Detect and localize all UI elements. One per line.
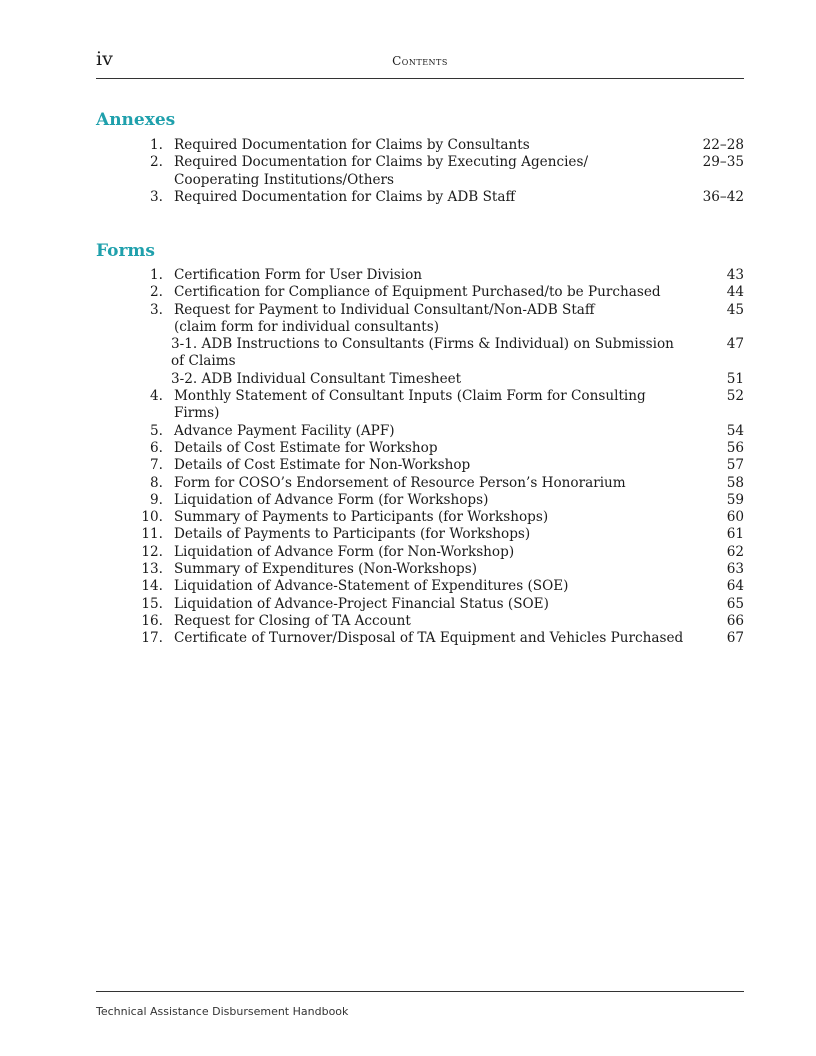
toc-entry-title: Liquidation of Advance-Project Financial Status (SOE) xyxy=(174,595,549,612)
toc-entry-number: 9. xyxy=(150,491,163,508)
toc-entry-number: 1. xyxy=(150,137,163,153)
toc-entry-pages xyxy=(686,319,744,336)
page-number: iv xyxy=(96,48,113,70)
forms-list xyxy=(96,267,744,648)
toc-entry-pages: 22–28 xyxy=(702,137,744,153)
toc-entry-pages: 56 xyxy=(726,439,744,456)
annexes-list xyxy=(96,137,744,206)
toc-entry-pages: 57 xyxy=(726,457,744,474)
toc-entry-title: Liquidation of Advance Form (for Workshops) xyxy=(174,491,489,508)
toc-entry xyxy=(96,284,744,301)
toc-entry xyxy=(96,544,744,561)
toc-entry xyxy=(96,440,744,457)
toc-entry-number: 3. xyxy=(150,301,163,318)
toc-entry-pages: 58 xyxy=(726,474,744,491)
toc-entry-title: (claim form for individual consultants) xyxy=(174,318,439,335)
toc-entry-title: Monthly Statement of Consultant Inputs (Claim Form for Consulting Firms) xyxy=(174,388,646,422)
toc-entry xyxy=(96,302,744,319)
toc-entry-title: Required Documentation for Claims by ADB Staff xyxy=(174,188,516,205)
toc-entry-pages: 47 xyxy=(726,336,744,353)
toc-entry-title: Cooperating Institutions/Others xyxy=(174,171,395,188)
toc-entry-pages: 66 xyxy=(726,612,744,629)
toc-entry-number: 16. xyxy=(141,612,163,629)
toc-entry-pages: 59 xyxy=(726,491,744,508)
toc-entry-title: Request for Payment to Individual Consultant/Non-ADB Staff xyxy=(174,301,595,318)
annexes-heading: Annexes xyxy=(96,110,176,130)
toc-entry xyxy=(96,154,744,171)
toc-entry-number: 3. xyxy=(150,188,163,205)
toc-entry-number xyxy=(96,319,174,336)
toc-entry xyxy=(96,475,744,492)
toc-entry xyxy=(96,336,744,371)
toc-entry xyxy=(96,578,744,595)
toc-entry-number: 12. xyxy=(141,543,163,560)
toc-entry xyxy=(96,423,744,440)
toc-entry xyxy=(96,137,744,154)
toc-entry-pages: 43 xyxy=(726,267,744,283)
toc-entry-pages: 29–35 xyxy=(702,154,744,171)
toc-entry xyxy=(96,267,744,284)
toc-entry-number xyxy=(96,336,171,371)
toc-entry xyxy=(96,371,744,388)
toc-entry-title: Form for COSO’s Endorsement of Resource Person’s Honorarium xyxy=(174,474,626,491)
toc-entry-number: 5. xyxy=(150,422,163,439)
toc-entry-pages: 64 xyxy=(726,578,744,595)
toc-entry-number: 4. xyxy=(150,388,163,405)
toc-entry-number: 11. xyxy=(141,526,163,543)
toc-entry xyxy=(96,492,744,509)
running-head: Contents xyxy=(392,54,448,68)
toc-entry-pages: 54 xyxy=(726,422,744,439)
toc-entry xyxy=(96,172,744,189)
toc-entry-title: Certification Form for User Division xyxy=(174,267,423,283)
toc-entry xyxy=(96,319,744,336)
toc-entry-title: Required Documentation for Claims by Consultants xyxy=(174,137,530,153)
toc-entry-number: 15. xyxy=(141,595,163,612)
toc-entry-number: 6. xyxy=(150,439,163,456)
toc-entry-title: Request for Closing of TA Account xyxy=(174,612,411,629)
toc-entry-pages: 67 xyxy=(726,630,744,647)
forms-heading: Forms xyxy=(96,241,155,261)
toc-entry xyxy=(96,630,744,647)
toc-entry xyxy=(96,526,744,543)
toc-entry-title: Liquidation of Advance Form (for Non-Workshop) xyxy=(174,543,515,560)
toc-entry xyxy=(96,613,744,630)
toc-entry xyxy=(96,561,744,578)
page-header xyxy=(96,46,744,79)
toc-entry xyxy=(96,189,744,206)
toc-entry-pages xyxy=(686,172,744,189)
toc-entry-number xyxy=(96,371,171,388)
toc-entry-number: 8. xyxy=(150,474,163,491)
toc-entry xyxy=(96,509,744,526)
toc-entry-pages: 63 xyxy=(726,561,744,578)
toc-entry-title: Summary of Expenditures (Non-Workshops) xyxy=(174,561,478,578)
toc-entry-pages: 52 xyxy=(726,388,744,405)
toc-entry-number: 10. xyxy=(141,509,163,526)
toc-entry-title: Advance Payment Facility (APF) xyxy=(174,422,395,439)
toc-entry-pages: 61 xyxy=(726,526,744,543)
toc-entry-title: Summary of Payments to Participants (for Workshops) xyxy=(174,509,549,526)
toc-entry xyxy=(96,596,744,613)
toc-entry-number: 2. xyxy=(150,284,163,301)
toc-entry-pages: 45 xyxy=(726,301,744,318)
toc-entry-pages: 60 xyxy=(726,509,744,526)
toc-entry-number: 7. xyxy=(150,457,163,474)
toc-entry-title: 3-2. ADB Individual Consultant Timesheet xyxy=(171,370,462,387)
toc-entry-number xyxy=(96,172,174,189)
toc-entry-number: 13. xyxy=(141,561,163,578)
page-footer xyxy=(96,991,744,1018)
toc-entry-title: Certification for Compliance of Equipment Purchased/to be Purchased xyxy=(174,284,661,301)
toc-entry-number: 17. xyxy=(141,630,163,647)
toc-entry-title: Details of Cost Estimate for Workshop xyxy=(174,439,438,456)
toc-entry-title: Details of Payments to Participants (for Workshops) xyxy=(174,526,531,543)
toc-entry-number: 1. xyxy=(150,267,163,283)
toc-entry-number: 14. xyxy=(141,578,163,595)
toc-entry-pages: 62 xyxy=(726,543,744,560)
toc-entry xyxy=(96,388,744,423)
toc-entry-pages: 65 xyxy=(726,595,744,612)
toc-entry xyxy=(96,457,744,474)
toc-entry-title: Required Documentation for Claims by Executing Agencies/ xyxy=(174,154,589,171)
toc-entry-number: 2. xyxy=(150,154,163,171)
toc-entry-pages: 51 xyxy=(726,370,744,387)
toc-entry-pages: 36–42 xyxy=(702,188,744,205)
toc-entry-title: Details of Cost Estimate for Non-Workshop xyxy=(174,457,471,474)
toc-entry-title: Certificate of Turnover/Disposal of TA Equipment and Vehicles Purchased xyxy=(174,630,684,647)
toc-entry-title: 3-1. ADB Instructions to Consultants (Firms & Individual) on Submission of Claims xyxy=(171,336,674,370)
footer-title: Technical Assistance Disbursement Handbook xyxy=(96,1005,349,1018)
toc-entry-title: Liquidation of Advance-Statement of Expenditures (SOE) xyxy=(174,578,569,595)
toc-entry-pages: 44 xyxy=(726,284,744,301)
